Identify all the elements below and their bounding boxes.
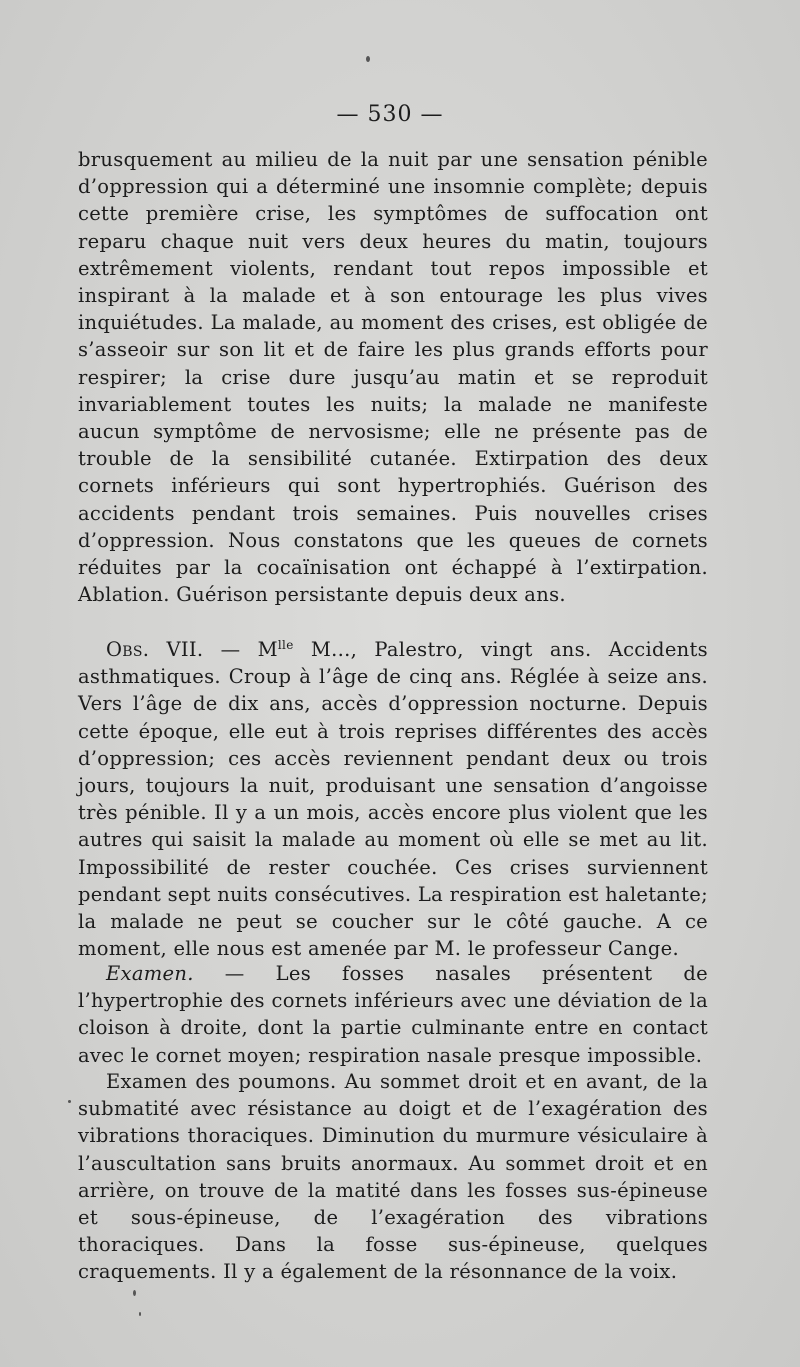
paragraph-text [78,960,708,1069]
paragraph-case-continuation [78,146,708,608]
paragraph-examen [78,960,708,1069]
paragraph-text: brusquement au milieu de la nuit par une sensation pénible d’oppression qui a déterminé une insomnie complète; depuis cette première crise, les symptômes de suffocation ont reparu chaque nuit vers deux heures du matin, toujours extrêmement violents, rendant tout repos impossible et inspirant à la malade et à son entourage les plus vives inquiétudes. La malade, au moment des crises, est obligée de s’asseoir sur son lit et de faire les plus grands efforts pour respirer; la crise dure jusqu’au matin et se reproduit invariablement toutes les nuits; la malade ne manifeste aucun symptôme de nervosisme; elle ne présente pas de trouble de la sensibilité cutanée. Extirpation des deux cornets inférieurs qui sont hypertrophiés. Guérison des accidents pendant trois semaines. Puis nouvelles crises d’oppression. Nous constatons que les queues de cornets réduites par la cocaïnisation ont échappé à l’extirpation. Ablation. Guérison persistante depuis deux ans. [78,148,708,607]
paragraph-text: Examen des poumons. Au sommet droit et en avant, de la submatité avec résistance au doigt et de l’exagération des vibrations thoraciques. Diminution du murmure vésiculaire à l’auscultation sans bruits anormaux. Au sommet droit et en arrière, on trouve de la matité dans les fosses sus-épineuse et sous-épineuse, de l’exagération des vibrations thoraciques. Dans la fosse sus-épineuse, quelques craquements. Il y a également de la résonnance de la voix. [78,1070,708,1284]
page-number: — 530 — [336,102,444,127]
dash-title: — M [203,638,278,661]
scan-speck [366,56,370,62]
paragraph-text [78,632,708,962]
observation-label: Obs. VII. [106,638,204,661]
scan-speck [68,1100,71,1103]
title-superscript: lle [277,638,294,652]
examen-label: Examen. [106,962,194,985]
scan-speck [139,1312,141,1316]
scan-speck [133,1290,136,1296]
paragraph-examen-poumons [78,1068,708,1286]
observation-text: M..., Palestro, vingt ans. Accidents asthmatiques. Croup à l’âge de cinq ans. Réglée à seize ans. Vers l’âge de dix ans, accès d’oppression nocturne. Depuis cette époque, elle eut à trois reprises différentes des accès d’oppression; ces accès reviennent pendant deux ou trois jours, toujours la nuit, produisant une sensation d’angoisse très pénible. Il y a un mois, accès encore plus violent que les autres qui saisit la malade au moment où elle se met au lit. Impossibilité de rester couchée. Ces crises surviennent pendant sept nuits consécutives. La respiration est haletante; la malade ne peut se coucher sur le côté gauche. A ce moment, elle nous est amenée par M. le professeur Cange. [78,638,709,961]
examen-text: — Les fosses nasales présentent de l’hypertrophie des cornets inférieurs avec une déviation de la cloison à droite, dont la partie culminante entre en contact avec le cornet moyen; respiration nasale presque impossible. [78,962,708,1067]
paragraph-observation-vii [78,632,708,962]
